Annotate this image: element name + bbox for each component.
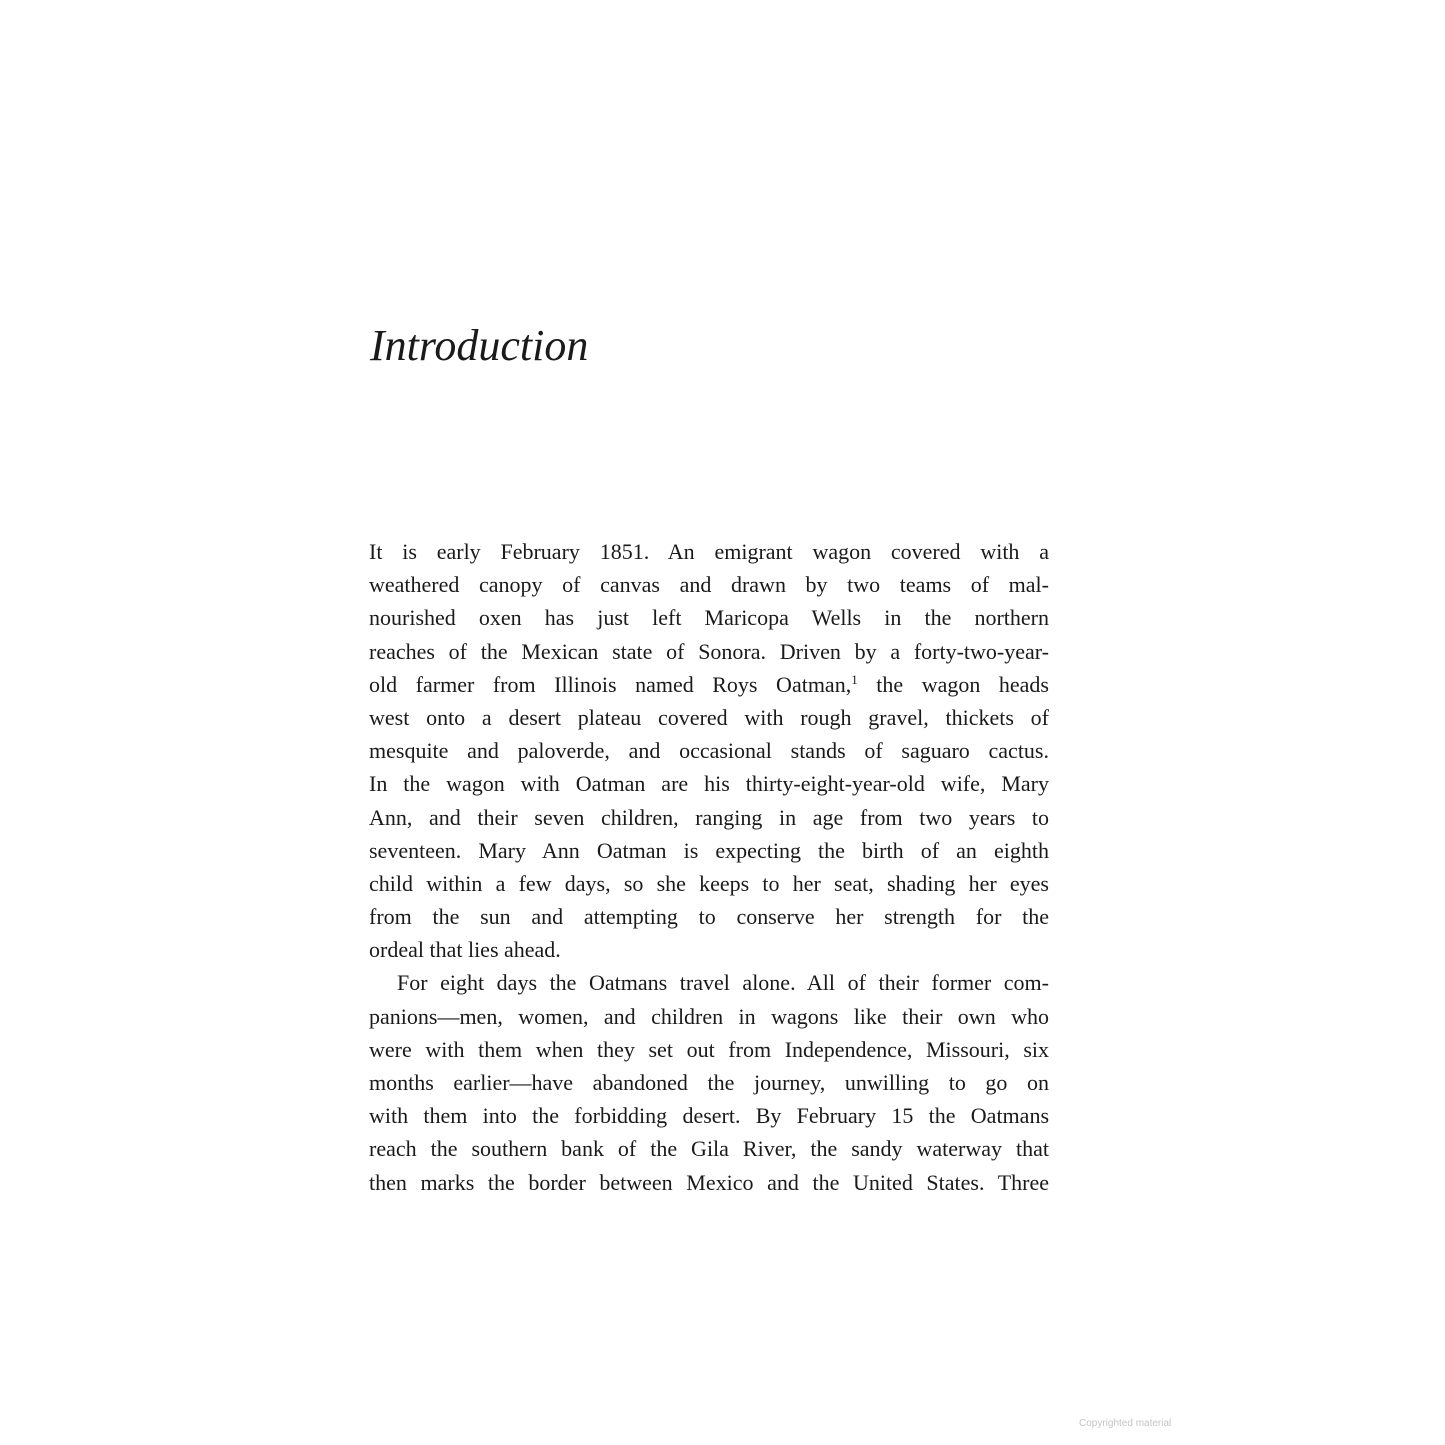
paragraph-1-line-7: mesquite and paloverde, and occasional stands of saguaro cactus. — [369, 738, 1049, 764]
paragraph-2-line-1: For eight days the Oatmans travel alone. All of their former com- — [397, 970, 1049, 996]
paragraph-2-line-3: were with them when they set out from Independence, Missouri, six — [369, 1036, 1049, 1062]
footnote-reference[interactable]: 1 — [851, 671, 858, 687]
chapter-title: Introduction — [370, 321, 589, 370]
paragraph-1-line-2: weathered canopy of canvas and drawn by two teams of mal- — [369, 572, 1049, 598]
paragraph-1-line-8: In the wagon with Oatman are his thirty-eight-year-old wife, Mary — [369, 771, 1049, 797]
paragraph-1-line-12: from the sun and attempting to conserve her strength for the — [369, 904, 1049, 930]
line-5-end: the wagon heads — [857, 671, 1049, 697]
paragraph-2-line-7: then marks the border between Mexico and the United States. Three — [369, 1169, 1049, 1195]
paragraph-1-line-1: It is early February 1851. An emigrant wagon covered with a — [369, 539, 1049, 564]
paragraph-1-line-10: seventeen. Mary Ann Oatman is expecting the birth of an eighth — [369, 837, 1049, 863]
paragraph-2-line-5: with them into the forbidding desert. By February 15 the Oatmans — [369, 1103, 1049, 1129]
paragraph-1-line-5 — [369, 668, 1049, 701]
paragraph-1-line-13: ordeal that lies ahead. — [369, 937, 561, 963]
copyright-watermark: Copyrighted material — [1079, 1418, 1172, 1429]
paragraph-1-line-9: Ann, and their seven children, ranging in age from two years to — [369, 804, 1049, 830]
paragraph-1-line-4: reaches of the Mexican state of Sonora. Driven by a forty-two-year- — [369, 638, 1049, 664]
paragraph-2-line-4: months earlier—have abandoned the journey, unwilling to go on — [369, 1070, 1049, 1095]
body-text — [369, 535, 1049, 1199]
paragraph-1-line-3: nourished oxen has just left Maricopa Wells in the northern — [369, 605, 1049, 631]
paragraph-2-line-2: panions—men, women, and children in wagons like their own who — [369, 1003, 1049, 1029]
paragraph-1-line-11: child within a few days, so she keeps to her seat, shading her eyes — [369, 870, 1049, 896]
paragraph-2-line-6: reach the southern bank of the Gila River, the sandy waterway that — [369, 1136, 1049, 1162]
line-5-start: old farmer from Illinois named Roys Oatman, — [369, 671, 852, 697]
paragraph-1-line-6: west onto a desert plateau covered with rough gravel, thickets of — [369, 704, 1049, 730]
